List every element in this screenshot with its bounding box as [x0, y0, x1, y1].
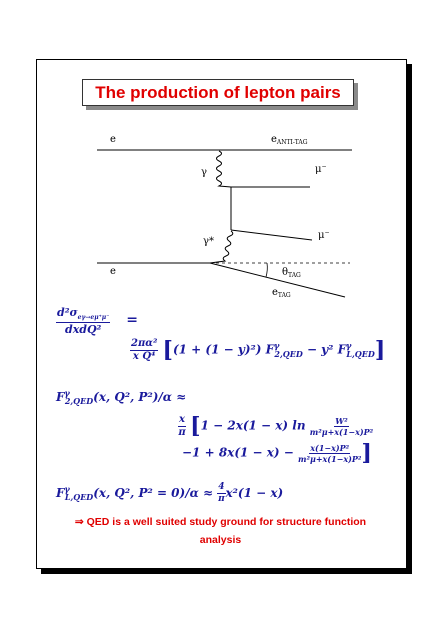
implies-arrow-icon: ⇒ — [74, 516, 84, 528]
label-e-tag: $e_{TAG}$ — [272, 287, 291, 299]
photon-line — [217, 151, 232, 187]
w2-fraction: $\frac{\text{W²}}{\text{m²μ+x(1−x)P²}}$ — [309, 415, 374, 437]
angle-arc — [266, 263, 267, 277]
label-gamma: γ — [201, 167, 207, 178]
cross-section-lhs: $\frac{d^2\sigma_{e\gamma\to e\mu^+\mu^-}}{\text{dxdQ²}}$ = — [57, 306, 138, 337]
conclusion-line-1: ⇒ QED is a well suited study ground for structure function — [74, 516, 367, 528]
label-theta-tag: $\theta_{TAG}$ — [282, 267, 301, 279]
prefactor-fraction: $\frac{\text{2πα²}}{\text{x Q⁴}}$ — [131, 337, 158, 362]
cross-section-fraction: $\frac{d^2\sigma_{e\gamma\to e\mu^+\mu^-}}{\text{dxdQ²}}$ — [57, 306, 110, 337]
four-over-pi-fraction: $\frac{4}{\pi}$ — [218, 482, 225, 504]
fl-equation: $F^\gamma_{L,QED}(x$, Q², P² = 0)/α ≈ $\frac{4}{\pi}$ x²(1 − x) — [56, 482, 284, 504]
label-e-in-top: e — [110, 134, 116, 145]
muon-line-bottom — [231, 230, 312, 240]
label-gamma-star: γ* — [203, 236, 214, 247]
x-over-pi-fraction: $\frac{x}{\pi}$ — [178, 413, 186, 438]
label-e-in-bottom: e — [110, 266, 116, 277]
slide-title: The production of lepton pairs — [95, 82, 341, 102]
f2-lhs: $F^\gamma_{2,QED}(x$, Q², P²)/α ≈ — [56, 388, 187, 407]
conclusion-line-2: analysis — [199, 534, 242, 546]
x3-fraction: $\frac{\text{x(1−x)P²}}{\text{m²μ+x(1−x)P²}}$ — [298, 442, 362, 464]
label-mu-bottom: μ− — [318, 229, 330, 241]
cross-section-rhs: $\frac{\text{2πα²}}{\text{x Q⁴}}$ [(1 + (1 − y)²) $F^\gamma_{2,QED} - y^2$ $F^\gamma_{L,QED}$] — [131, 337, 386, 363]
f2-rhs-line2: −1 + 8x(1 − x) − $\frac{\text{x(1−x)P²}}{\text{m²μ+x(1−x)P²}}$ ] — [182, 440, 372, 466]
label-e-anti-tag: $e_{ANTI-TAG}$ — [271, 134, 308, 146]
f2-rhs-line1: $\frac{x}{\pi}$ [1 − 2x(1 − x) ln $\frac{\text{W²}}{\text{m²μ+x(1−x)P²}}$ — [178, 413, 374, 439]
label-mu-top: μ− — [315, 163, 327, 175]
